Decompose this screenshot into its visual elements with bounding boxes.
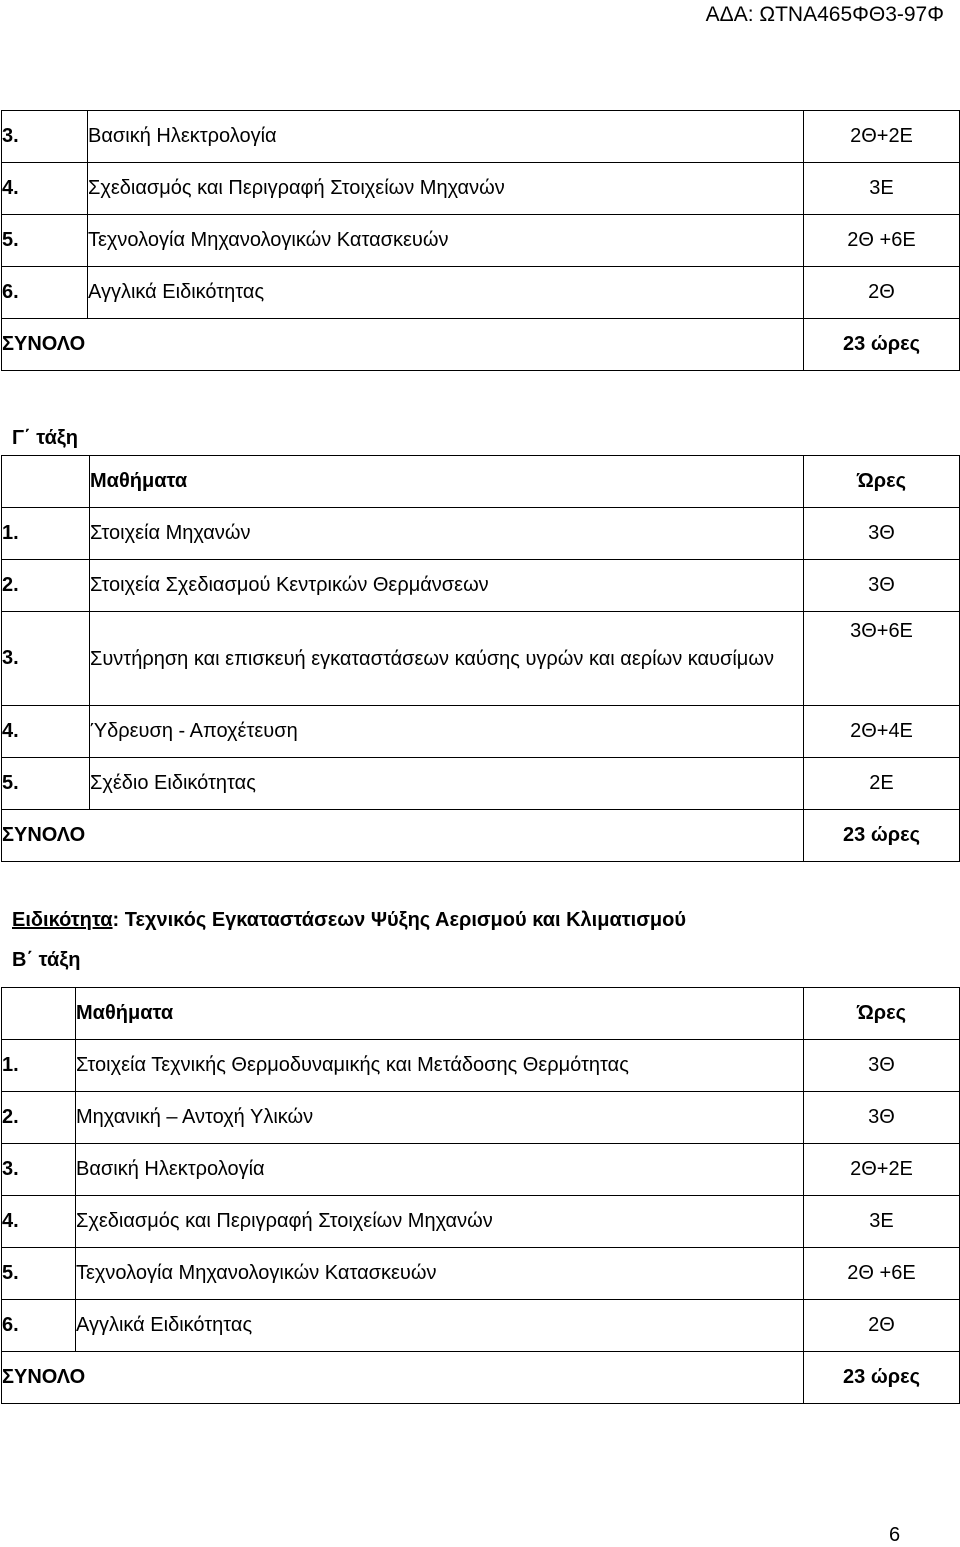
table-class-c [1,455,960,862]
subject-name: Τεχνολογία Μηχανολογικών Κατασκευών [88,215,804,267]
subject-name: Σχεδιασμός και Περιγραφή Στοιχείων Μηχανών [76,1196,804,1248]
row-number: 5. [2,215,88,267]
subject-hours: 2Θ+2Ε [804,1144,960,1196]
table-row [2,1196,960,1248]
subject-hours: 2Θ +6Ε [804,1248,960,1300]
subject-hours: 2Θ+2Ε [804,111,960,163]
subject-hours: 2Ε [804,758,960,810]
subject-name: Στοιχεία Τεχνικής Θερμοδυναμικής και Μετάδοσης Θερμότητας [76,1040,804,1092]
table-class-b [1,987,960,1404]
subject-hours: 3Ε [804,163,960,215]
header-hours: Ώρες [804,988,960,1040]
row-number: 4. [2,1196,76,1248]
row-number: 5. [2,758,90,810]
subject-name: Ύδρευση - Αποχέτευση [90,706,804,758]
row-number: 1. [2,508,90,560]
specialty-key: Ειδικότητα [12,909,113,931]
class-b-label: Β΄ τάξη [12,949,81,971]
header-subjects: Μαθήματα [76,988,804,1040]
header-hours: Ώρες [804,456,960,508]
total-label: ΣΥΝΟΛΟ [2,319,804,371]
header-number-cell [2,456,90,508]
class-c-label: Γ΄ τάξη [12,427,79,449]
table-row [2,267,960,319]
subject-name: Μηχανική – Αντοχή Υλικών [76,1092,804,1144]
specialty-heading [12,908,686,932]
total-hours: 23 ώρες [804,810,960,862]
table-row [2,215,960,267]
total-label: ΣΥΝΟΛΟ [2,810,804,862]
table-row [2,1040,960,1092]
subject-name: Σχεδιασμός και Περιγραφή Στοιχείων Μηχανών [88,163,804,215]
row-number: 2. [2,560,90,612]
subject-name: Τεχνολογία Μηχανολογικών Κατασκευών [76,1248,804,1300]
table-continued-class [1,110,960,371]
row-number: 3. [2,111,88,163]
subject-name: Βασική Ηλεκτρολογία [88,111,804,163]
table-row [2,706,960,758]
row-number: 4. [2,706,90,758]
table-row [2,1092,960,1144]
table-row [2,508,960,560]
ada-code: ΑΔΑ: ΩΤΝΑ465ΦΘ3-97Φ [705,3,944,26]
subject-hours: 2Θ [804,1300,960,1352]
total-row [2,1352,960,1404]
subject-hours: 3Θ [804,508,960,560]
row-number: 6. [2,1300,76,1352]
table-row [2,612,960,706]
row-number: 1. [2,1040,76,1092]
subject-hours: 3Ε [804,1196,960,1248]
table-row [2,758,960,810]
row-number: 4. [2,163,88,215]
subject-name: Στοιχεία Μηχανών [90,508,804,560]
total-row [2,319,960,371]
row-number: 6. [2,267,88,319]
table-row [2,560,960,612]
total-hours: 23 ώρες [804,319,960,371]
subject-hours: 3Θ+6Ε [804,612,960,706]
subject-hours: 2Θ +6Ε [804,215,960,267]
table-row [2,1300,960,1352]
total-row [2,810,960,862]
table-row [2,1248,960,1300]
table-header-row [2,988,960,1040]
page-number: 6 [889,1524,901,1546]
subject-hours: 3Θ [804,1092,960,1144]
subject-hours: 3Θ [804,1040,960,1092]
row-number: 3. [2,1144,76,1196]
subject-name: Σχέδιο Ειδικότητας [90,758,804,810]
total-hours: 23 ώρες [804,1352,960,1404]
table-header-row [2,456,960,508]
row-number: 3. [2,612,90,706]
subject-hours: 2Θ [804,267,960,319]
subject-name: Βασική Ηλεκτρολογία [76,1144,804,1196]
row-number: 2. [2,1092,76,1144]
table-row [2,163,960,215]
subject-name: Αγγλικά Ειδικότητας [88,267,804,319]
subject-name: Αγγλικά Ειδικότητας [76,1300,804,1352]
subject-name: Συντήρηση και επισκευή εγκαταστάσεων καύσης υγρών και αερίων καυσίμων [90,612,804,706]
subject-name: Στοιχεία Σχεδιασμού Κεντρικών Θερμάνσεων [90,560,804,612]
table-row [2,1144,960,1196]
subject-hours: 2Θ+4Ε [804,706,960,758]
header-number-cell [2,988,76,1040]
specialty-title: : Τεχνικός Εγκαταστάσεων Ψύξης Αερισμού και Κλιματισμού [112,909,687,931]
subject-hours: 3Θ [804,560,960,612]
total-label: ΣΥΝΟΛΟ [2,1352,804,1404]
row-number: 5. [2,1248,76,1300]
header-subjects: Μαθήματα [90,456,804,508]
table-row [2,111,960,163]
